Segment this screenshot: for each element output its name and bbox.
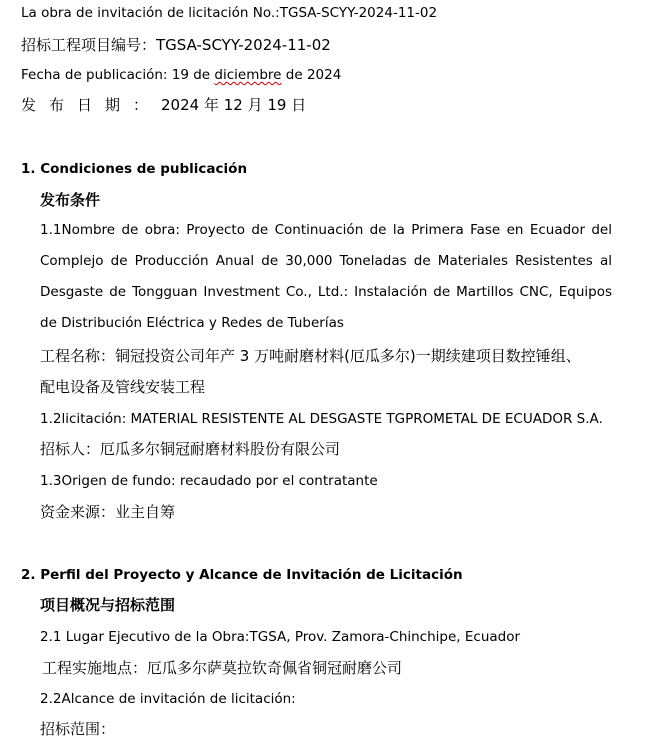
project-name-es: 1.1Nombre de obra: Proyecto de Continuación de la Primera Fase en Ecuador del Complejo de Producción Anual de 30,000 Toneladas de Materiales Resistentes al Desgaste de Tongguan Investment Co., Ltd.: Instalación de Martillos CNC, Equipos de Distribución Eléctrica y Redes de Tuberías	[40, 222, 612, 331]
section2-heading-cn: 项目概况与招标范围	[40, 596, 176, 614]
bid-number-es: La obra de invitación de licitación No.:TGSA-SCYY-2024-11-02	[21, 5, 438, 21]
publication-date-cn	[21, 96, 306, 114]
publication-date-value: 2024 年 12 月 19 日	[161, 96, 307, 114]
tenderer-cn: 招标人：厄瓜多尔铜冠耐磨材料股份有限公司	[40, 440, 341, 458]
project-name-cn-line2: 配电设备及管线安装工程	[40, 378, 206, 396]
scope-es: 2.2Alcance de invitación de licitación:	[40, 691, 296, 707]
section1-heading-cn: 发布条件	[40, 191, 101, 209]
publication-date-suffix: de 2024	[281, 67, 342, 83]
publication-date-label: 发布日期：	[21, 96, 162, 114]
work-location-es: 2.1 Lugar Ejecutivo de la Obra:TGSA, Prov. Zamora-Chinchipe, Ecuador	[40, 629, 521, 645]
section1-heading: 1. Condiciones de publicación	[21, 161, 248, 177]
spellcheck-word: diciembre	[214, 67, 282, 83]
project-name-cn-line1: 工程名称：铜冠投资公司年产 3 万吨耐磨材料(厄瓜多尔)一期续建项目数控锤组、	[40, 347, 581, 365]
publication-date-es	[21, 66, 341, 84]
fund-source-cn: 资金来源：业主自筹	[40, 503, 176, 521]
scope-cn: 招标范围：	[40, 720, 116, 738]
tenderer-es: 1.2licitación: MATERIAL RESISTENTE AL DESGASTE TGPROMETAL DE ECUADOR S.A.	[40, 411, 603, 427]
fund-source-es: 1.3Origen de fundo: recaudado por el contratante	[40, 473, 378, 489]
publication-date-prefix: Fecha de publicación: 19 de	[21, 67, 215, 83]
bid-number-cn: 招标工程项目编号：TGSA-SCYY-2024-11-02	[21, 36, 331, 54]
section2-heading: 2. Perfil del Proyecto y Alcance de Invitación de Licitación	[21, 567, 463, 583]
work-location-cn: 工程实施地点：厄瓜多尔萨莫拉钦奇佩省铜冠耐磨公司	[42, 659, 403, 677]
